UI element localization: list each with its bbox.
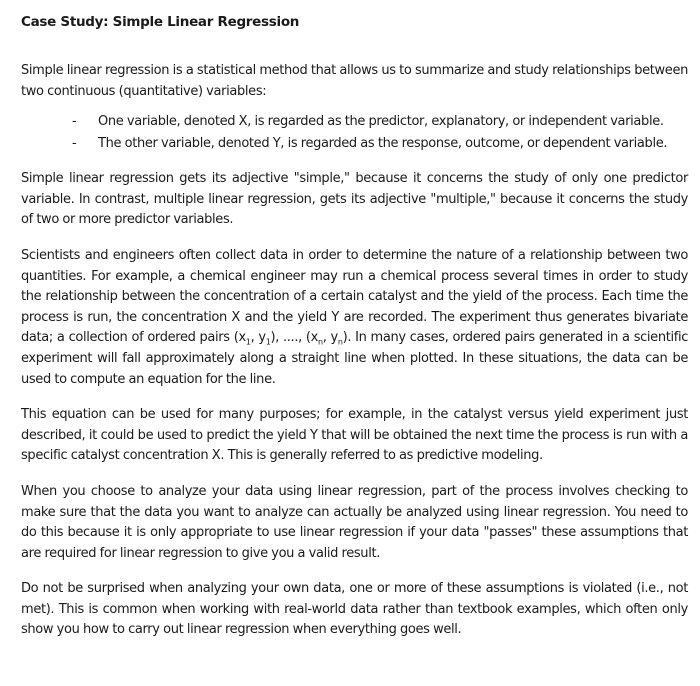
variable-list	[21, 111, 688, 154]
equation-paragraph: This equation can be used for many purposes; for example, in the catalyst versus yield experiment just described, it could be used to predict the yield Y that will be obtained the next time the process is run with a specific catalyst concentration X. This is generally referred to as predictive modeling.	[21, 407, 688, 464]
surprised-paragraph: Do not be surprised when analyzing your own data, one or more of these assumptions is violated (i.e., not met). This is common when working with real-world data rather than textbook examples, which often only show you how to carry out linear regression when everything goes well.	[21, 581, 688, 638]
bullet-dash: -	[72, 135, 77, 151]
list-item-text: One variable, denoted X, is regarded as the predictor, explanatory, or independent variable.	[98, 114, 664, 130]
page-title: Case Study: Simple Linear Regression	[21, 14, 300, 30]
bullet-dash: -	[72, 114, 77, 130]
intro-paragraph: Simple linear regression is a statistical method that allows us to summarize and study relationships between two continuous (quantitative) variables:	[21, 63, 688, 99]
list-item-text: The other variable, denoted Y, is regarded as the response, outcome, or dependent variable.	[98, 135, 668, 151]
scientists-paragraph: Scientists and engineers often collect data in order to determine the nature of a relationship between two quantities. For example, a chemical engineer may run a chemical process several times in order to study the relationship between the concentration of a certain catalyst and the yield of the process. Each time the process is run, the concentration X and the yield Y are recorded. The experiment thus generates bivariate data; a collection of ordered pairs ($x_1$, $y_1$), ...., ($x_n$, $y_n$). In many cases, ordered pairs generated in a scientific experiment will fall approximately along a straight line when plotted. In these situations, the data can be used to compute an equation for the line.	[21, 247, 689, 387]
choose-paragraph: When you choose to analyze your data using linear regression, part of the process involves checking to make sure that the data you want to analyze can actually be analyzed using linear regression. You need to do this because it is only appropriate to use linear regression if your data "passes" these assumptions that are required for linear regression to give you a valid result.	[21, 483, 688, 561]
simple-paragraph: Simple linear regression gets its adjective "simple," because it concerns the study of only one predictor variable. In contrast, multiple linear regression, gets its adjective "multiple," because it concerns the study of two or more predictor variables.	[21, 171, 688, 228]
list-item	[21, 133, 688, 155]
list-item	[21, 111, 688, 133]
